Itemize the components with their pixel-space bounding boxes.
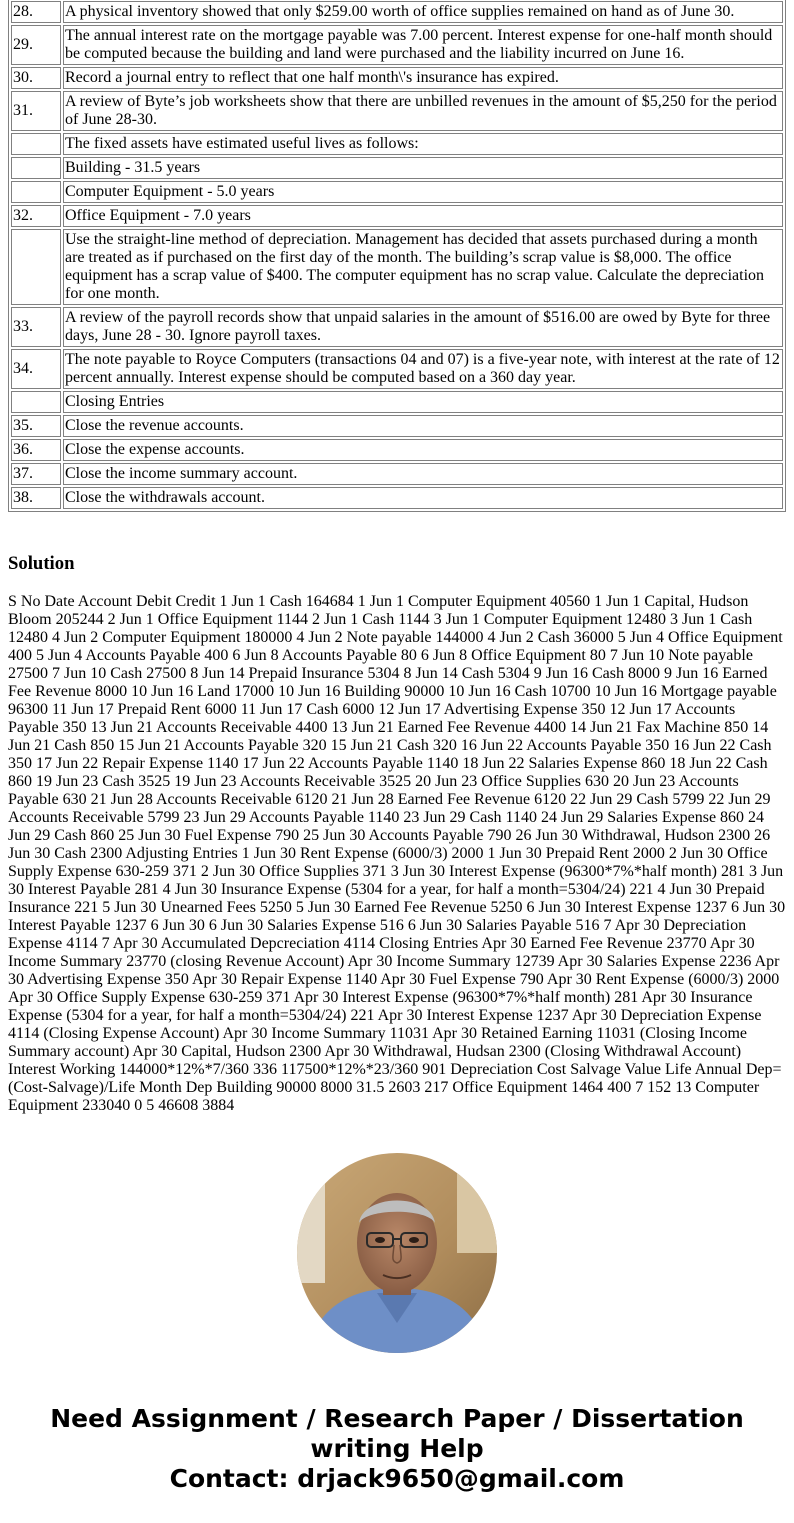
task-number — [11, 391, 61, 413]
task-number — [11, 181, 61, 203]
task-row — [11, 181, 783, 203]
task-row — [11, 349, 783, 389]
task-text: A review of Byte’s job worksheets show that there are unbilled revenues in the amount of $5,250 for the period of June 28-30. — [63, 91, 783, 131]
cta-contact-email: Contact: drjack9650@gmail.com — [169, 1464, 625, 1493]
task-text: Close the withdrawals account. — [63, 487, 783, 509]
task-row — [11, 487, 783, 509]
task-text: Office Equipment - 7.0 years — [63, 205, 783, 227]
task-number: 36. — [11, 439, 61, 461]
task-row — [11, 157, 783, 179]
task-row — [11, 229, 783, 305]
task-text: Building - 31.5 years — [63, 157, 783, 179]
contact-banner — [0, 1404, 794, 1494]
task-number: 38. — [11, 487, 61, 509]
task-row — [11, 463, 783, 485]
task-row — [11, 205, 783, 227]
task-text: Use the straight-line method of depreciation. Management has decided that assets purchased during a month are treated as if purchased on the first day of the month. The building’s scrap value is $8,000. The office equipment has a scrap value of $400. The computer equipment has no scrap value. Calculate the depreciation for one month. — [63, 229, 783, 305]
task-number: 31. — [11, 91, 61, 131]
task-text: Closing Entries — [63, 391, 783, 413]
task-number: 34. — [11, 349, 61, 389]
task-row — [11, 25, 783, 65]
task-number: 32. — [11, 205, 61, 227]
task-row — [11, 67, 783, 89]
solution-heading: Solution — [8, 553, 75, 574]
cta-line-1: Need Assignment / Research Paper / Dissertation — [50, 1404, 744, 1433]
task-number: 33. — [11, 307, 61, 347]
task-text: Close the revenue accounts. — [63, 415, 783, 437]
task-text: The annual interest rate on the mortgage payable was 7.00 percent. Interest expense for one-half month should be computed because the building and land were purchased and the liability incurred on June 16. — [63, 25, 783, 65]
task-number — [11, 229, 61, 305]
task-number: 29. — [11, 25, 61, 65]
task-row — [11, 439, 783, 461]
task-row — [11, 1, 783, 23]
task-row — [11, 91, 783, 131]
task-text: The note payable to Royce Computers (transactions 04 and 07) is a five-year note, with interest at the rate of 12 percent annually. Interest expense should be computed based on a 360 day year. — [63, 349, 783, 389]
author-avatar — [297, 1153, 497, 1353]
task-row — [11, 307, 783, 347]
task-row — [11, 391, 783, 413]
tasks-table-body — [11, 0, 783, 509]
solution-text: S No Date Account Debit Credit 1 Jun 1 Cash 164684 1 Jun 1 Computer Equipment 40560 1 Jun 1 Capital, Hudson Bloom 205244 2 Jun 1 Office Equipment 1144 2 Jun 1 Cash 1144 3 Jun 1 Computer Equipment 12480 3 Jun 1 Cash 12480 4 Jun 2 Computer Equipment 180000 4 Jun 2 Note payable 144000 4 Jun 2 Cash 36000 5 Jun 4 Office Equipment 400 5 Jun 4 Accounts Payable 400 6 Jun 8 Accounts Payable 80 6 Jun 8 Office Equipment 80 7 Jun 10 Note payable 27500 7 Jun 10 Cash 27500 8 Jun 14 Prepaid Insurance 5304 8 Jun 14 Cash 5304 9 Jun 16 Cash 8000 9 Jun 16 Earned Fee Revenue 8000 10 Jun 16 Land 17000 10 Jun 16 Building 90000 10 Jun 16 Cash 10700 10 Jun 16 Mortgage payable 96300 11 Jun 17 Prepaid Rent 6000 11 Jun 17 Cash 6000 12 Jun 17 Advertising Expense 350 12 Jun 17 Accounts Payable 350 13 Jun 21 Accounts Receivable 4400 13 Jun 21 Earned Fee Revenue 4400 14 Jun 21 Fax Machine 850 14 Jun 21 Cash 850 15 Jun 21 Accounts Payable 320 15 Jun 21 Cash 320 16 Jun 22 Accounts Payable 350 16 Jun 22 Cash 350 17 Jun 22 Repair Expense 1140 17 Jun 22 Accounts Payable 1140 18 Jun 22 Salaries Expense 860 18 Jun 22 Cash 860 19 Jun 23 Cash 3525 19 Jun 23 Accounts Receivable 3525 20 Jun 23 Office Supplies 630 20 Jun 23 Accounts Payable 630 21 Jun 28 Accounts Receivable 6120 21 Jun 28 Earned Fee Revenue 6120 22 Jun 29 Cash 5799 22 Jun 29 Accounts Receivable 5799 23 Jun 29 Accounts Payable 1140 23 Jun 29 Cash 1140 24 Jun 29 Salaries Expense 860 24 Jun 29 Cash 860 25 Jun 30 Fuel Expense 790 25 Jun 30 Accounts Payable 790 26 Jun 30 Withdrawal, Hudson 2300 26 Jun 30 Cash 2300 Adjusting Entries 1 Jun 30 Rent Expense (6000/3) 2000 1 Jun 30 Prepaid Rent 2000 2 Jun 30 Office Supply Expense 630-259 371 2 Jun 30 Office Supplies 371 3 Jun 30 Interest Expense (96300*7%*half month) 281 3 Jun 30 Interest Payable 281 4 Jun 30 Insurance Expense (5304 for a year, for half a month=5304/24) 221 4 Jun 30 Prepaid Insurance 221 5 Jun 30 Unearned Fees 5250 5 Jun 30 Earned Fee Revenue 5250 6 Jun 30 Interest Expense 1237 6 Jun 30 Interest Payable 1237 6 Jun 30 6 Jun 30 Salaries Expense 516 6 Jun 30 Salaries Payable 516 7 Apr 30 Depreciation Expense 4114 7 Apr 30 Accumulated Depcreciation 4114 Closing Entries Apr 30 Earned Fee Revenue 23770 Apr 30 Income Summary 23770 (closing Revenue Account) Apr 30 Income Summary 12739 Apr 30 Salaries Expense 2236 Apr 30 Advertising Expense 350 Apr 30 Repair Expense 1140 Apr 30 Fuel Expense 790 Apr 30 Rent Expense (6000/3) 2000 Apr 30 Office Supply Expense 630-259 371 Apr 30 Interest Expense (96300*7%*half month) 281 Apr 30 Insurance Expense (5304 for a year, for half a month=5304/24) 221 Apr 30 Interest Expense 1237 Apr 30 Depreciation Expense 4114 (Closing Expense Account) Apr 30 Income Summary 11031 Apr 30 Retained Earning 11031 (Closing Income Summary account) Apr 30 Capital, Hudson 2300 Apr 30 Withdrawal, Hudsan 2300 (Closing Withdrawal Account) Interest Working 144000*12%*7/360 336 117500*12%*23/360 901 Depreciation Cost Salvage Value Life Annual Dep= (Cost-Salvage)/Life Month Dep Building 90000 8000 31.5 2603 217 Office Equipment 1464 400 7 152 13 Computer Equipment 233040 0 5 46608 3884 — [8, 593, 786, 1114]
task-number: 37. — [11, 463, 61, 485]
task-text: The fixed assets have estimated useful lives as follows: — [63, 133, 783, 155]
author-photo — [297, 1153, 497, 1353]
cta-line-2: writing Help — [310, 1434, 484, 1463]
task-number: 35. — [11, 415, 61, 437]
task-text: Record a journal entry to reflect that one half month\'s insurance has expired. — [63, 67, 783, 89]
task-text: Close the income summary account. — [63, 463, 783, 485]
task-number — [11, 133, 61, 155]
task-text: Computer Equipment - 5.0 years — [63, 181, 783, 203]
task-text: A physical inventory showed that only $259.00 worth of office supplies remained on hand as of June 30. — [63, 1, 783, 23]
task-number: 28. — [11, 1, 61, 23]
tasks-table — [8, 0, 786, 512]
task-text: A review of the payroll records show that unpaid salaries in the amount of $516.00 are owed by Byte for three days, June 28 - 30. Ignore payroll taxes. — [63, 307, 783, 347]
task-number: 30. — [11, 67, 61, 89]
task-row — [11, 415, 783, 437]
task-row — [11, 133, 783, 155]
task-number — [11, 157, 61, 179]
task-text: Close the expense accounts. — [63, 439, 783, 461]
